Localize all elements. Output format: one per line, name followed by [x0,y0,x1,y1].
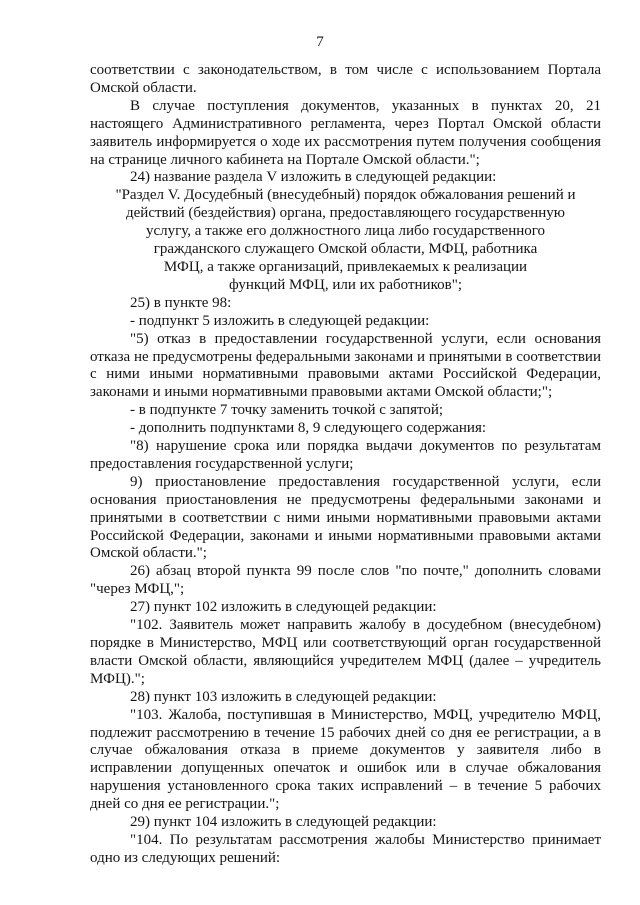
paragraph: 9) приостановление предоставления государственной услуги, если основания приостановления не предусмотрены федеральными законами и принятыми в соответствии с ними иными нормативными правовыми актами Российской Федерации, законами и иными нормативными правовыми актами Омской области."; [90,473,601,562]
section-title-line: действий (бездействия) органа, предоставляющего государственную [126,205,565,222]
section-title-line: "Раздел V. Досудебный (внесудебный) порядок обжалования решений и [115,187,576,204]
section-title-line: МФЦ, а также организаций, привлекаемых к реализации [163,258,528,275]
paragraph: "8) нарушение срока или порядка выдачи документов по результатам предоставления государственной услуги; [90,438,601,472]
paragraph: "103. Жалоба, поступившая в Министерство, МФЦ, учредителю МФЦ, подлежит рассмотрению в течение 15 рабочих дней со дня ее регистрации, а в случае обжалования отказа в приеме документов у заявителя либо в исправлении допущенных опечаток и ошибок или в случае обжалования нарушения установленного срока таких исправлений – в течение 5 рабочих дней со дня ее регистрации."; [90,706,601,813]
paragraphs-after [90,295,601,868]
paragraph: 26) абзац второй пункта 99 после слов "по почте," дополнить словами "через МФЦ,"; [90,563,601,598]
paragraph: "104. По результатам рассмотрения жалобы Министерство принимает одно из следующих решений: [90,831,601,866]
paragraphs-before [90,62,601,187]
paragraph: соответствии с законодательством, в том числе с использованием Портала Омской области. [90,62,601,96]
paragraph: В случае поступления документов, указанных в пунктах 20, 21 настоящего Административного регламента, через Портал Омской области заявитель информируется о ходе их рассмотрения путем получения сообщения на странице личного кабинета на Портале Омской области."; [90,97,601,168]
paragraph: "102. Заявитель может направить жалобу в досудебном (внесудебном) порядке в Министерство, МФЦ или соответствующий орган государственной власти Омской области, являющийся учредителем МФЦ (далее – учредитель МФЦ)."; [90,617,601,687]
paragraph: - подпункт 5 изложить в следующей редакции: [130,312,430,329]
paragraph: - дополнить подпунктами 8, 9 следующего содержания: [130,420,487,437]
paragraph: 27) пункт 102 изложить в следующей редакции: [130,599,437,616]
section-title-line: гражданского служащего Омской области, МФЦ, работника [153,241,538,258]
section-title-line: услугу, а также его должностного лица либо государственного [145,223,546,240]
paragraph: "5) отказ в предоставлении государственной услуги, если основания отказа не предусмотрены федеральными законами и принятыми в соответствии с ними иными нормативными правовыми актами Российской Федерации, законами и иными нормативными правовыми актами Омской области;"; [90,330,601,401]
paragraph: 29) пункт 104 изложить в следующей редакции: [130,814,437,831]
document-body [90,62,601,868]
paragraph: 24) название раздела V изложить в следующей редакции: [130,169,497,186]
paragraph: 25) в пункте 98: [130,294,232,311]
section-title-line: функций МФЦ, или их работников"; [229,276,462,293]
section-title [90,187,601,294]
paragraph: 28) пункт 103 изложить в следующей редакции: [130,688,437,705]
paragraph: - в подпункте 7 точку заменить точкой с запятой; [130,402,444,419]
page-number: 7 [316,34,324,50]
